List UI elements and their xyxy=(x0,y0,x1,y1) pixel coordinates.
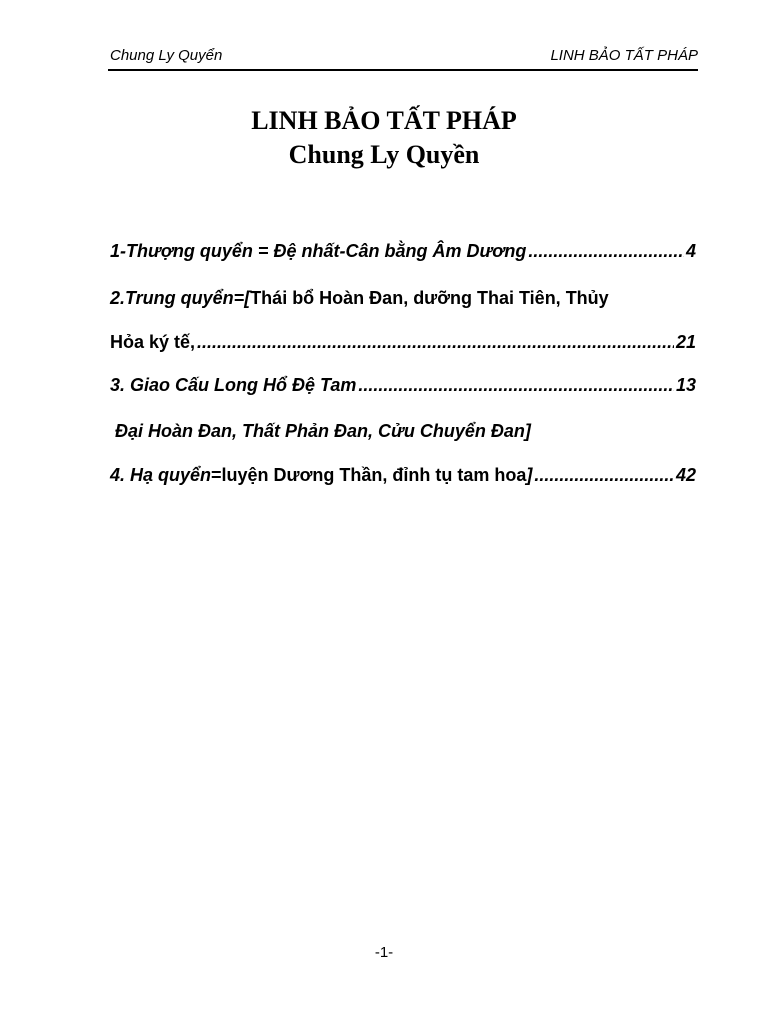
toc-leader xyxy=(197,330,674,354)
toc-entry-1-text: 1-Thượng quyển = Đệ nhất-Cân bằng Âm Dương xyxy=(110,241,527,261)
toc-entry-2-text-cont: Hỏa ký tế, xyxy=(110,332,196,352)
header-book-title: LINH BẢO TẤT PHÁP xyxy=(550,47,698,64)
toc-entry-1-page: 4 xyxy=(685,241,696,261)
toc-entry-2-line-2 xyxy=(110,330,696,354)
toc-entry-4-suffix: ] xyxy=(526,465,533,485)
toc-entry-3 xyxy=(110,373,696,397)
toc-entry-2-line-1 xyxy=(110,286,696,310)
toc-leader xyxy=(358,373,674,397)
toc-entry-4-page: 42 xyxy=(675,465,696,485)
toc-entry-4-prefix: 4. Hạ quyển xyxy=(110,465,212,485)
page-number: -1- xyxy=(374,944,394,961)
toc-entry-3-text: 3. Giao Cấu Long Hổ Đệ Tam xyxy=(110,375,357,395)
toc-entry-2-page: 21 xyxy=(675,332,696,352)
toc-leader xyxy=(528,239,684,263)
toc-entry-1 xyxy=(110,239,696,263)
document-subtitle: Chung Ly Quyền xyxy=(288,140,480,169)
toc-entry-2-prefix: 2.Trung quyển=[ xyxy=(110,288,251,308)
running-header xyxy=(110,46,698,68)
toc-entry-4-text xyxy=(110,463,532,487)
toc-entry-4-body: =luyện Dương Thần, đỉnh tụ tam hoa xyxy=(211,465,527,485)
toc-entry-3-page: 13 xyxy=(675,375,696,395)
toc-entry-2-text: Thái bổ Hoàn Đan, dưỡng Thai Tiên, Thủy xyxy=(250,288,609,308)
toc-leader xyxy=(534,463,674,487)
document-title: LINH BẢO TẤT PHÁP xyxy=(251,106,517,135)
toc-continuation xyxy=(115,419,701,443)
header-rule xyxy=(108,69,698,71)
toc-continuation-text: Đại Hoàn Đan, Thất Phản Đan, Cửu Chuyển Đan] xyxy=(115,421,531,441)
toc-entry-4 xyxy=(110,463,696,487)
header-author: Chung Ly Quyển xyxy=(110,47,223,64)
